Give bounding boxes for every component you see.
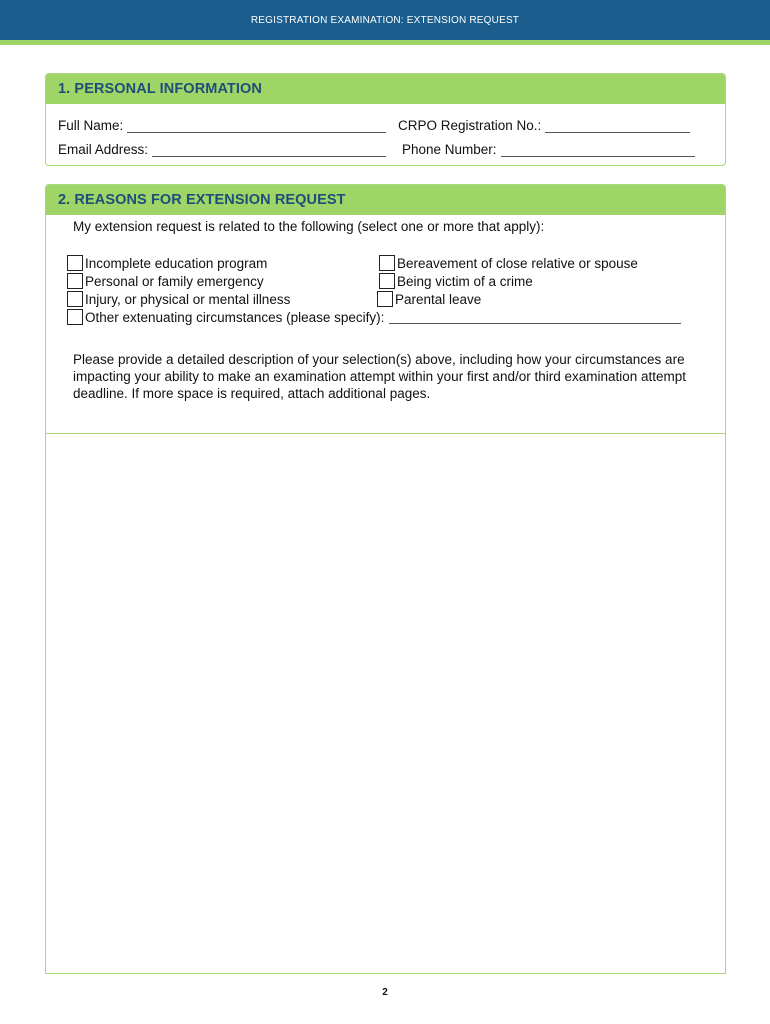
section-heading: 1. PERSONAL INFORMATION	[46, 74, 725, 104]
header-accent-stripe	[0, 40, 770, 45]
other-specify-field[interactable]	[389, 310, 681, 324]
option-injury-illness[interactable]	[67, 291, 290, 307]
email-label: Email Address:	[58, 142, 149, 157]
checkbox[interactable]	[67, 309, 83, 325]
checkbox[interactable]	[67, 273, 83, 289]
phone-label: Phone Number:	[402, 142, 497, 157]
option-incomplete-education[interactable]	[67, 255, 267, 271]
section-heading: 2. REASONS FOR EXTENSION REQUEST	[46, 185, 725, 215]
full-name-row	[58, 118, 386, 133]
crpo-number-label: CRPO Registration No.:	[398, 118, 542, 133]
checkbox[interactable]	[377, 291, 393, 307]
document-title: REGISTRATION EXAMINATION: EXTENSION REQUEST	[250, 14, 520, 26]
option-other[interactable]	[67, 309, 681, 325]
email-row	[58, 142, 386, 157]
reasons-intro: My extension request is related to the following (select one or more that apply):	[73, 219, 545, 234]
details-text-area[interactable]	[45, 433, 726, 974]
option-label: Personal or family emergency	[85, 273, 264, 289]
phone-field[interactable]	[501, 143, 695, 157]
personal-information-section	[45, 73, 726, 166]
option-label: Being victim of a crime	[397, 273, 533, 289]
full-name-label: Full Name:	[58, 118, 124, 133]
checkbox[interactable]	[67, 255, 83, 271]
document-header	[0, 0, 770, 40]
crpo-number-field[interactable]	[545, 119, 690, 133]
email-field[interactable]	[152, 143, 386, 157]
option-parental-leave[interactable]	[377, 291, 481, 307]
checkbox[interactable]	[379, 255, 395, 271]
option-family-emergency[interactable]	[67, 273, 264, 289]
option-label: Incomplete education program	[85, 255, 268, 271]
option-label: Bereavement of close relative or spouse	[397, 255, 638, 271]
page-number: 2	[382, 987, 388, 998]
reasons-section	[45, 184, 726, 434]
phone-row	[402, 142, 695, 157]
option-label: Parental leave	[395, 291, 482, 307]
option-victim-of-crime[interactable]	[379, 273, 533, 289]
option-label: Other extenuating circumstances (please specify):	[85, 309, 385, 325]
description-instructions: Please provide a detailed description of your selection(s) above, including how your circumstances are impacting your ability to make an examination attempt within your first and/or third examination attempt deadline. If more space is required, attach additional pages.	[73, 352, 687, 401]
checkbox[interactable]	[67, 291, 83, 307]
checkbox[interactable]	[379, 273, 395, 289]
full-name-field[interactable]	[127, 119, 386, 133]
crpo-number-row	[398, 118, 690, 133]
option-bereavement[interactable]	[379, 255, 638, 271]
option-label: Injury, or physical or mental illness	[85, 291, 291, 307]
